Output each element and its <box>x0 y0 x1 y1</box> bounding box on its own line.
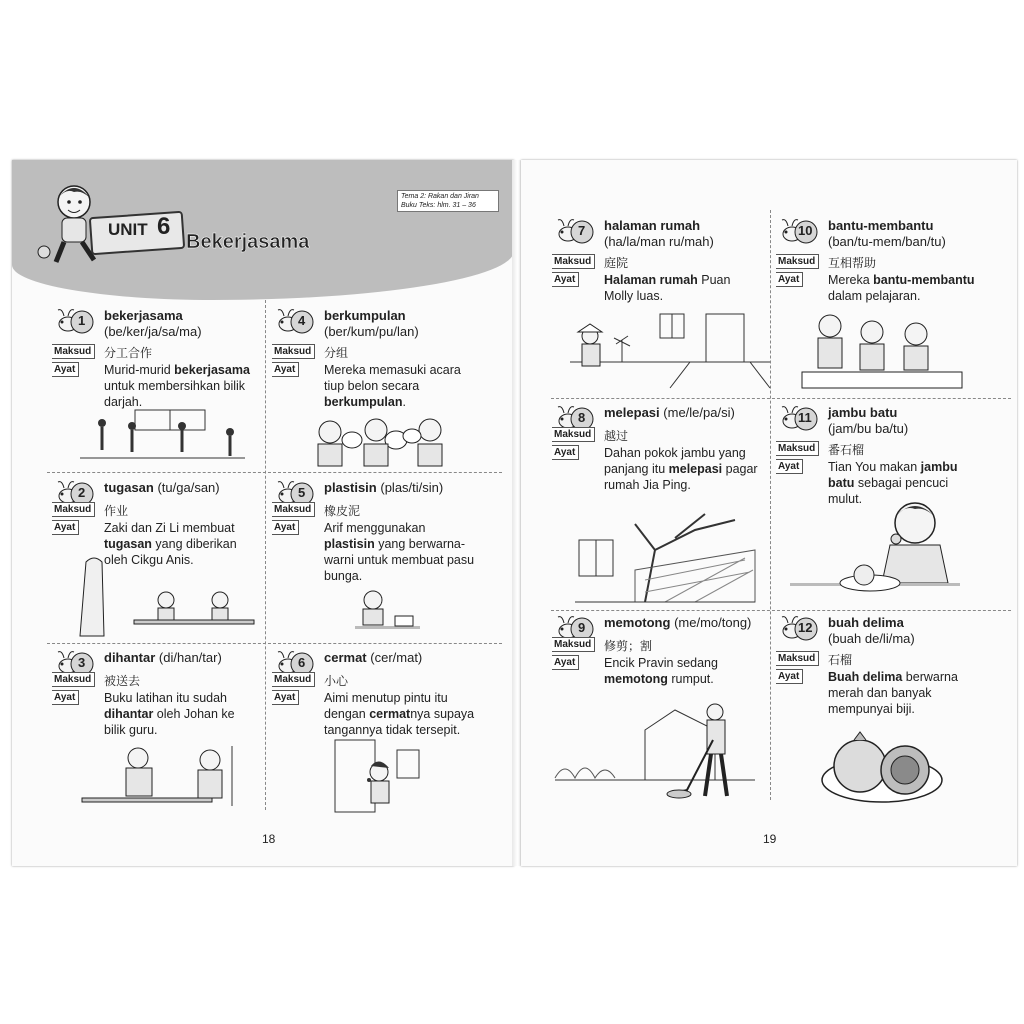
entry-word-line <box>604 218 700 233</box>
page-number: 19 <box>763 832 777 846</box>
sentence-end: oleh Johan ke bilik guru. <box>104 707 235 737</box>
maksud-label: Maksud <box>52 672 95 687</box>
maksud-label: Maksud <box>552 254 595 269</box>
guava-tree-fence-illustration <box>575 510 755 602</box>
sentence-end: berwarna merah dan banyak mempunyai biji. <box>828 670 958 716</box>
sentence-start: Tian You makan <box>828 460 921 474</box>
sentence-start: Murid-murid <box>104 363 175 377</box>
entry-number: 6 <box>298 655 306 670</box>
sentence-end: untuk membersihkan bilik darjah. <box>104 379 246 409</box>
entry-number: 7 <box>578 223 586 238</box>
entry-number: 1 <box>78 313 86 328</box>
unit-number: 6 <box>157 213 171 240</box>
sentence-keyword: bantu-membantu <box>873 273 975 287</box>
entry-word: memotong <box>604 615 671 630</box>
maksud-label: Maksud <box>272 344 315 359</box>
entry-sentence <box>324 690 479 738</box>
entry-meaning: 橡皮泥 <box>324 504 361 518</box>
sentence-start: Mereka <box>828 273 874 287</box>
sentence-end: rumput. <box>667 672 714 686</box>
grass-cutting-illustration <box>555 700 755 810</box>
entry-meaning: 越过 <box>604 429 629 443</box>
entry-number: 11 <box>798 410 812 425</box>
entry-syllables: (tu/ga/san) <box>157 480 220 495</box>
entry-word: halaman rumah <box>604 218 701 233</box>
entry-syllables: (ber/kum/pu/lan) <box>324 324 419 339</box>
entry-sentence <box>828 669 983 717</box>
balloon-blowing-illustration <box>310 410 460 468</box>
entry-meaning: 石榴 <box>828 653 853 667</box>
sentence-keyword: Buah delima <box>828 670 903 684</box>
entry-syllables: (cer/mat) <box>370 650 423 665</box>
entry-number: 9 <box>578 620 586 635</box>
closing-door-illustration <box>335 740 425 815</box>
ayat-label: Ayat <box>776 272 803 287</box>
sentence-keyword: Halaman rumah <box>604 273 698 287</box>
ant-mascot-icon <box>276 308 312 336</box>
entry-word: jambu batu <box>828 405 898 420</box>
entry-meaning: 小心 <box>324 674 349 688</box>
row-divider <box>47 643 502 644</box>
entry-syllables: (ban/tu-mem/ban/tu) <box>828 234 946 249</box>
sentence-keyword: berkumpulan <box>324 395 403 409</box>
sentence-end: dalam pelajaran. <box>828 289 921 303</box>
entry-meaning: 分组 <box>324 346 349 360</box>
entry-syllables: (jam/bu ba/tu) <box>828 421 909 436</box>
entry-sentence <box>828 272 983 304</box>
entry-number: 4 <box>298 313 306 328</box>
entry-word: berkumpulan <box>324 308 406 323</box>
sentence-end: sebagai pencuci mulut. <box>828 476 949 506</box>
sentence-start: Aimi menutup pintu itu dengan <box>324 691 448 721</box>
column-divider <box>770 210 771 800</box>
ayat-label: Ayat <box>272 690 299 705</box>
sentence-start: Zaki dan Zi Li membuat <box>104 521 235 535</box>
entry-sentence <box>324 520 479 584</box>
entry-word-line <box>828 615 904 630</box>
entry-word-line <box>104 308 183 323</box>
entry-number: 2 <box>78 485 86 500</box>
ayat-label: Ayat <box>52 520 79 535</box>
handing-books-illustration <box>82 746 242 810</box>
pomegranate-bowl-illustration <box>810 730 960 810</box>
ayat-label: Ayat <box>272 362 299 377</box>
entry-syllables: (ha/la/man ru/mah) <box>604 234 714 249</box>
ayat-label: Ayat <box>776 669 803 684</box>
entry-word-line <box>104 480 220 495</box>
classroom-cleaning-illustration <box>80 408 260 468</box>
entry-meaning: 番石榴 <box>828 443 865 457</box>
maksud-label: Maksud <box>272 502 315 517</box>
entry-word-line <box>828 405 897 420</box>
entry-word: dihantar <box>104 650 156 665</box>
entry-word-line <box>324 308 406 323</box>
row-divider <box>551 398 1011 399</box>
entry-word: buah delima <box>828 615 904 630</box>
maksud-label: Maksud <box>52 344 95 359</box>
entry-sentence <box>104 690 259 738</box>
sentence-start: Encik Pravin sedang <box>604 656 718 670</box>
entry-word: melepasi <box>604 405 660 420</box>
entry-word-line <box>324 480 443 495</box>
unit-label: UNIT <box>108 220 148 239</box>
ayat-label: Ayat <box>552 655 579 670</box>
entry-number: 10 <box>798 223 813 238</box>
sentence-keyword: bekerjasama <box>174 363 250 377</box>
students-helping-illustration <box>800 310 970 392</box>
entry-syllables: (me/mo/tong) <box>674 615 752 630</box>
entry-sentence <box>104 362 259 410</box>
entry-syllables: (buah de/li/ma) <box>828 631 915 646</box>
maksud-label: Maksud <box>776 651 819 666</box>
entry-word: cermat <box>324 650 367 665</box>
students-homework-illustration <box>74 558 264 638</box>
entry-syllables: (be/ker/ja/sa/ma) <box>104 324 202 339</box>
ayat-label: Ayat <box>52 362 79 377</box>
maksud-label: Maksud <box>52 502 95 517</box>
entry-word: bekerjasama <box>104 308 183 323</box>
sentence-keyword: cermat <box>369 707 411 721</box>
boy-eating-guava-illustration <box>790 495 960 600</box>
entry-syllables: (plas/ti/sin) <box>380 480 444 495</box>
sentence-end: pagar rumah Jia Ping. <box>604 462 758 492</box>
sentence-end: . <box>402 395 406 409</box>
entry-word-line <box>104 650 222 665</box>
entry-meaning: 分工合作 <box>104 346 153 360</box>
entry-word: plastisin <box>324 480 377 495</box>
entry-sentence <box>604 272 759 304</box>
sentence-keyword: jambu batu <box>828 460 958 490</box>
entry-word: tugasan <box>104 480 154 495</box>
ayat-label: Ayat <box>552 445 579 460</box>
ant-mascot-icon <box>56 308 92 336</box>
entry-meaning: 互相帮助 <box>828 256 877 270</box>
entry-syllables: (me/le/pa/si) <box>663 405 735 420</box>
maksud-label: Maksud <box>776 254 819 269</box>
sentence-keyword: dihantar <box>104 707 154 721</box>
sentence-keyword: plastisin <box>324 537 375 551</box>
ant-mascot-icon <box>556 218 592 246</box>
unit-title: Bekerjasama <box>186 231 310 253</box>
maksud-label: Maksud <box>552 637 595 652</box>
entry-word-line <box>828 218 933 233</box>
entry-number: 5 <box>298 485 306 500</box>
entry-number: 3 <box>78 655 86 670</box>
entry-meaning: 被送去 <box>104 674 141 688</box>
ayat-label: Ayat <box>52 690 79 705</box>
ayat-label: Ayat <box>776 459 803 474</box>
sentence-start: Dahan pokok jambu yang panjang itu <box>604 446 746 476</box>
maksud-label: Maksud <box>272 672 315 687</box>
sentence-keyword: melepasi <box>668 462 723 476</box>
entry-word-line <box>324 650 422 665</box>
entry-sentence <box>324 362 479 410</box>
ayat-label: Ayat <box>272 520 299 535</box>
sentence-end: Puan Molly luas. <box>604 273 731 303</box>
row-divider <box>47 472 502 473</box>
plasticine-vase-illustration <box>355 588 425 638</box>
entry-sentence <box>604 445 759 493</box>
textbook-pages: Buku Teks: hlm. 31 – 36 <box>401 202 476 209</box>
entry-meaning: 作业 <box>104 504 129 518</box>
sentence-end: yang diberikan oleh Cikgu Anis. <box>104 537 237 567</box>
sentence-start: Buku latihan itu sudah <box>104 691 228 705</box>
maksud-label: Maksud <box>552 427 595 442</box>
house-yard-illustration <box>570 310 770 390</box>
entry-word: bantu-membantu <box>828 218 934 233</box>
sentence-start: Arif menggunakan <box>324 521 426 535</box>
theme-line: Tema 2: Rakan dan Jiran <box>401 193 479 200</box>
column-divider <box>265 300 266 810</box>
entry-syllables: (di/han/tar) <box>158 650 222 665</box>
page-number: 18 <box>262 832 276 846</box>
entry-sentence <box>604 655 759 687</box>
sentence-keyword: memotong <box>604 672 668 686</box>
entry-number: 8 <box>578 410 586 425</box>
entry-word-line <box>604 615 751 630</box>
entry-word-line <box>604 405 735 420</box>
entry-meaning: 修剪；割 <box>604 639 653 653</box>
ayat-label: Ayat <box>552 272 579 287</box>
maksud-label: Maksud <box>776 441 819 456</box>
sentence-keyword: tugasan <box>104 537 152 551</box>
row-divider <box>551 610 1011 611</box>
sentence-end: nya supaya tangannya tidak tersepit. <box>324 707 475 737</box>
theme-box <box>397 190 499 212</box>
sentence-start: Mereka memasuki acara tiup belon secara <box>324 363 461 393</box>
entry-number: 12 <box>798 620 813 635</box>
entry-meaning: 庭院 <box>604 256 629 270</box>
sentence-end: yang berwarna-warni untuk membuat pasu bunga. <box>324 537 475 583</box>
